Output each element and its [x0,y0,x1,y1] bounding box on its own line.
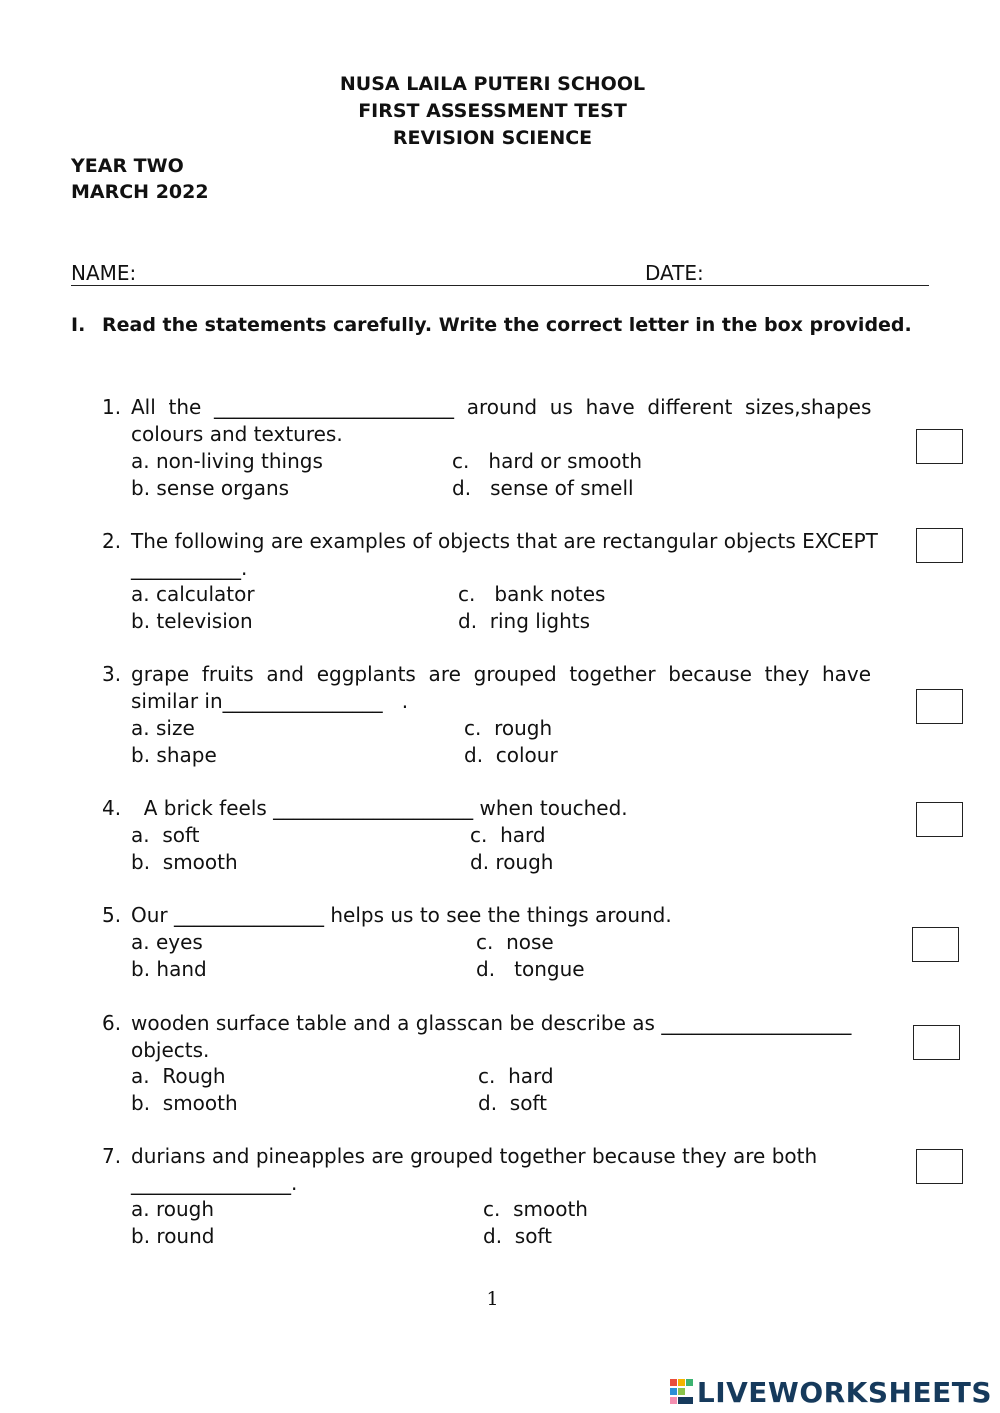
question-text: The following are examples of objects that are rectangular objects EXCEPT [131,529,878,553]
answer-box[interactable] [916,802,963,837]
question-text-continued: similar in________________ . [131,689,409,713]
test-title: FIRST ASSESSMENT TEST [358,100,627,122]
option-c: c. hard [470,823,546,847]
option-d: d. soft [483,1224,552,1248]
question-number: 6. [102,1011,122,1035]
logo-text: LIVEWORKSHEETS [696,1375,992,1409]
date-label: DATE: [645,261,704,285]
name-date-underline[interactable] [71,285,929,286]
option-a: a. rough [131,1197,215,1221]
answer-box[interactable] [912,927,959,962]
question-text: All the ________________________ around us have different sizes,shapes [131,395,872,419]
option-c: c. hard [478,1064,554,1088]
school-name: NUSA LAILA PUTERI SCHOOL [339,73,646,95]
question-text: wooden surface table and a glasscan be describe as ___________________ [131,1011,852,1035]
question-number: 1. [102,395,122,419]
option-a: a. size [131,716,195,740]
question-text: grape fruits and eggplants are grouped together because they have [131,662,872,686]
section-instruction: Read the statements carefully. Write the correct letter in the box provided. [102,314,912,336]
option-d: d. colour [464,743,558,767]
option-b: b. smooth [131,1091,238,1115]
question-number: 4. [102,796,122,820]
option-a: a. calculator [131,582,255,606]
option-b: b. smooth [131,850,238,874]
answer-box[interactable] [916,689,963,724]
option-d: d. soft [478,1091,547,1115]
question-text: durians and pineapples are grouped together because they are both [131,1144,818,1168]
option-c: c. rough [464,716,553,740]
answer-box[interactable] [913,1025,960,1060]
question-text-continued: ________________. [131,1171,298,1195]
question-number: 3. [102,662,122,686]
option-d: d. ring lights [458,609,591,633]
option-c: c. smooth [483,1197,588,1221]
page-number: 1 [486,1288,499,1310]
question-text-continued: ___________. [131,556,248,580]
option-d: d. tongue [476,957,585,981]
answer-box[interactable] [916,429,963,464]
question-number: 7. [102,1144,122,1168]
section-number: I. [71,314,86,336]
question-number: 2. [102,529,122,553]
option-d: d. sense of smell [452,476,634,500]
logo-icon [669,1377,695,1407]
option-a: a. non-living things [131,449,323,473]
question-text: Our _______________ helps us to see the things around. [131,903,672,927]
option-b: b. round [131,1224,215,1248]
question-number: 5. [102,903,122,927]
question-text: A brick feels ____________________ when touched. [131,796,628,820]
option-b: b. hand [131,957,207,981]
question-text-continued: objects. [131,1038,210,1062]
option-d: d. rough [470,850,554,874]
option-b: b. sense organs [131,476,290,500]
option-c: c. nose [476,930,554,954]
question-text-continued: colours and textures. [131,422,343,446]
name-label: NAME: [71,261,137,285]
option-a: a. soft [131,823,200,847]
option-a: a. eyes [131,930,203,954]
liveworksheets-logo [669,1374,992,1410]
option-c: c. bank notes [458,582,606,606]
date-heading: MARCH 2022 [71,181,209,203]
option-b: b. television [131,609,253,633]
year-label: YEAR TWO [71,155,184,177]
option-b: b. shape [131,743,217,767]
answer-box[interactable] [916,1149,963,1184]
answer-box[interactable] [916,528,963,563]
option-a: a. Rough [131,1064,226,1088]
subject-title: REVISION SCIENCE [392,127,593,149]
option-c: c. hard or smooth [452,449,642,473]
